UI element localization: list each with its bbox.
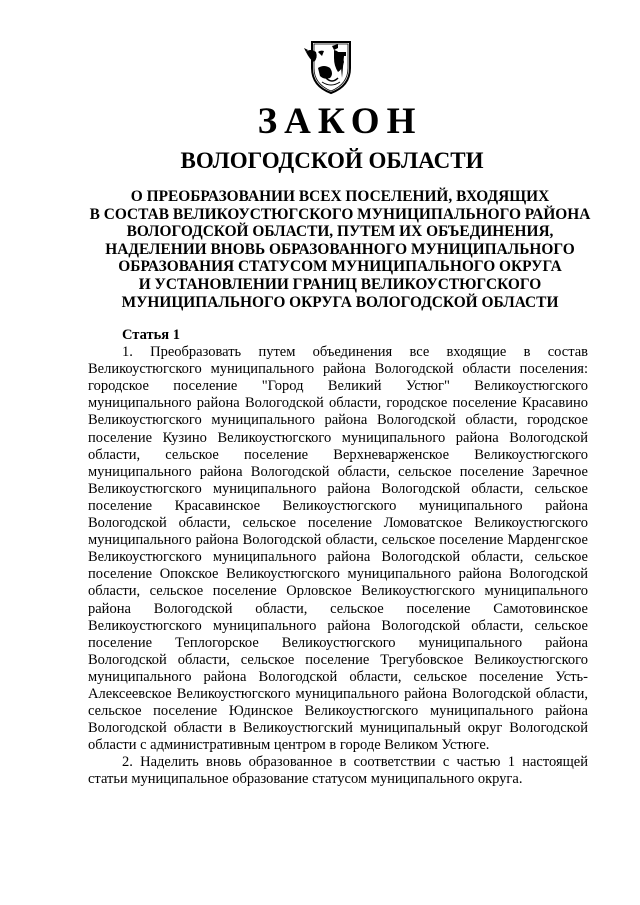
subject-line: НАДЕЛЕНИИ ВНОВЬ ОБРАЗОВАННОГО МУНИЦИПАЛЬНОГО [105,240,575,258]
subject-line: О ПРЕОБРАЗОВАНИИ ВСЕХ ПОСЕЛЕНИЙ, ВХОДЯЩИХ [130,188,550,205]
subject-line: ВОЛОГОДСКОЙ ОБЛАСТИ, ПУТЕМ ИХ ОБЪЕДИНЕНИЯ, [126,223,554,241]
subject-line: В СОСТАВ ВЕЛИКОУСТЮГСКОГО МУНИЦИПАЛЬНОГО РАЙОНА [89,205,591,223]
article-paragraph-1: 1. Преобразовать путем объединения все входящие в состав Великоустюгского муниципального района Вологодской области поселения: городское поселение "Город Великий Устюг" Великоустюгского муниципального района Вологодской области, городское поселение Красавино Великоустюгского муниципального района Вологодской области, городское поселение Кузино Великоустюгского муниципального района Вологодской области, сельское поселение Верхневарженское Великоустюгского муниципального района Вологодской области, сельское поселение Заречное Великоустюгского муниципального района Вологодской области, сельское поселение Красавинское Великоустюгского муниципального района Вологодской области, сельское поселение Ломоватское Великоустюгского муниципального района Вологодской области, сельское поселение Марденгское Великоустюгского муниципального района Вологодской области, сельское поселение Опокское Великоустюгского муниципального района Вологодской области, сельское поселение Орловское Великоустюгского муниципального района Вологодской области, сельское поселение Самотовинское Великоустюгского муниципального района Вологодской области, сельское поселение Теплогорское Великоустюгского муниципального района Вологодской области, сельское поселение Трегубовское Великоустюгского муниципального района Вологодской области, сельское поселение Усть-Алексеевское Великоустюгского муниципального района Вологодской области, сельское поселение Юдинское Великоустюгского муниципального района Вологодской области в Великоустюгский муниципальный округ Вологодской области с административным центром в городе Великом Устюге. [88,344,588,754]
law-subject [40,188,640,311]
article-heading: Статья 1 [122,327,180,343]
document-title: ЗАКОН [257,101,423,142]
article-paragraph-2: 2. Наделить вновь образованное в соответствии с частью 1 настоящей статьи муниципальное образование статусом муниципального округа. [88,754,588,788]
article-body [88,327,588,789]
subject-line: И УСТАНОВЛЕНИИ ГРАНИЦ ВЕЛИКОУСТЮГСКОГО [138,275,542,293]
subject-line: ОБРАЗОВАНИЯ СТАТУСОМ МУНИЦИПАЛЬНОГО ОКРУГА [118,258,562,276]
coat-of-arms-icon [304,38,358,96]
document-region: ВОЛОГОДСКОЙ ОБЛАСТИ [180,148,484,173]
subject-line: МУНИЦИПАЛЬНОГО ОКРУГА ВОЛОГОДСКОЙ ОБЛАСТИ [121,293,559,311]
